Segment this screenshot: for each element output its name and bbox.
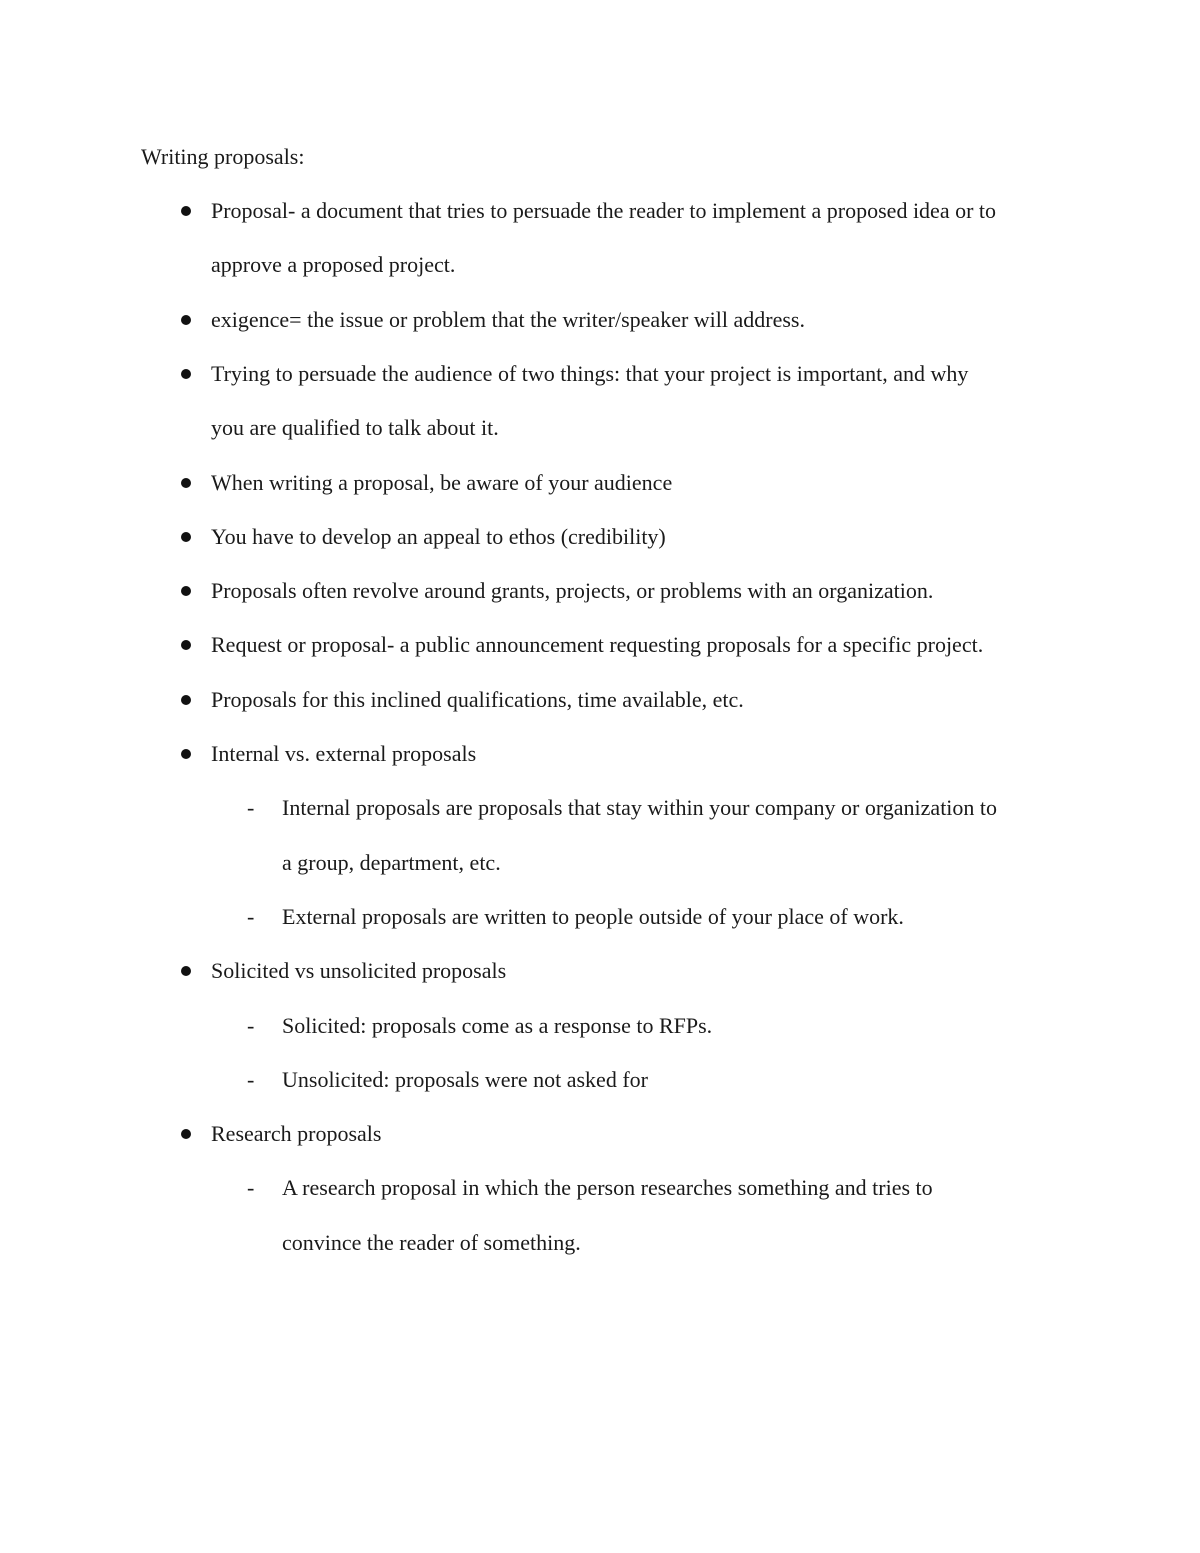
sub-list-item-text: a group, department, etc. <box>282 849 501 875</box>
bullet-icon <box>181 586 191 596</box>
list-item-text: Proposals for this inclined qualifications, time available, etc. <box>211 686 744 712</box>
document-title: Writing proposals: <box>141 144 305 169</box>
sub-list-item-text: convince the reader of something. <box>282 1229 581 1255</box>
dash-marker: - <box>247 1175 255 1201</box>
bullet-icon <box>181 966 191 976</box>
list-item-text: When writing a proposal, be aware of your audience <box>211 469 673 495</box>
list-item-text: exigence= the issue or problem that the writer/speaker will address. <box>211 306 805 332</box>
sub-list-item-text: Solicited: proposals come as a response to RFPs. <box>282 1012 713 1038</box>
bullet-icon <box>181 315 191 325</box>
list-item-text: Research proposals <box>211 1121 382 1147</box>
dash-marker: - <box>247 1012 255 1038</box>
list-item-text: You have to develop an appeal to ethos (credibility) <box>211 523 666 549</box>
bullet-icon <box>181 532 191 542</box>
list-item-text: Solicited vs unsolicited proposals <box>211 958 507 984</box>
dash-marker: - <box>247 795 255 821</box>
list-item-text: Proposals often revolve around grants, projects, or problems with an organization. <box>211 578 934 604</box>
sub-list-item-text: Unsolicited: proposals were not asked for <box>282 1066 648 1092</box>
list-item-text: Request or proposal- a public announcement requesting proposals for a specific project. <box>211 632 984 658</box>
bullet-icon <box>181 1129 191 1139</box>
bullet-icon <box>181 206 191 216</box>
bullet-icon <box>181 695 191 705</box>
list-item-text: you are qualified to talk about it. <box>211 415 499 441</box>
bullet-icon <box>181 478 191 488</box>
list-item-text: Internal vs. external proposals <box>211 741 477 766</box>
bullet-icon <box>181 749 191 759</box>
bullet-icon <box>181 640 191 650</box>
dash-marker: - <box>247 1066 255 1092</box>
dash-marker: - <box>247 903 255 929</box>
list-item-text: Proposal- a document that tries to persuade the reader to implement a proposed idea or to <box>211 198 997 223</box>
list-item-text: Trying to persuade the audience of two things: that your project is important, and why <box>211 360 969 386</box>
list-item-text: approve a proposed project. <box>211 252 456 278</box>
sub-list-item-text: A research proposal in which the person researches something and tries to <box>282 1175 933 1201</box>
sub-list-item-text: Internal proposals are proposals that stay within your company or organization to <box>282 795 998 821</box>
sub-list-item-text: External proposals are written to people outside of your place of work. <box>282 903 904 929</box>
bullet-icon <box>181 369 191 379</box>
